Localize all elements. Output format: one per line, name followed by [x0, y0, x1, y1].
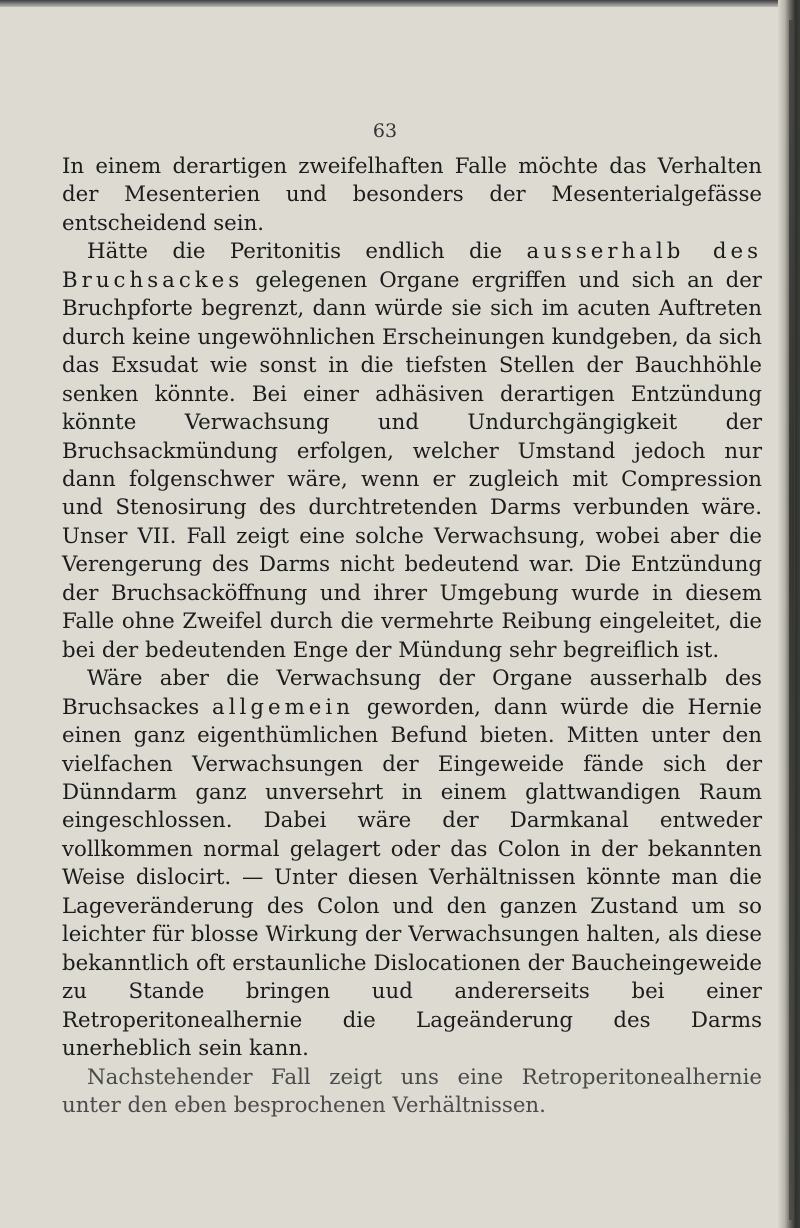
paragraph-2-part-1: Hätte die Peritonitis endlich die — [87, 239, 527, 265]
page-number: 63 — [372, 120, 398, 142]
binding-shadow — [789, 20, 794, 1220]
paragraph-2 — [62, 238, 762, 665]
paragraph-3-part-2: geworden, dann würde die Hernie einen ganz eigenthümlichen Befund bieten. Mitten unter den vielfachen Verwachsungen der Eingeweide fände sich der Dünndarm ganz unversehrt in einem glattwandigen Raum eingeschlossen. Dabei wäre der Darmkanal entweder vollkommen normal gelagert oder das Colon in der bekannten Weise dislocirt. — Unter diesen Verhältnissen könnte man die Lageveränderung des Colon und den ganzen Zustand um so leichter für blosse Wirkung der Verwachsungen halten, als diese bekanntlich oft erstaunliche Dislocationen der Baucheingeweide zu Stande bringen uud andererseits bei einer Retroperitonealhernie die Lageänderung des Darms unerheblich sein kann. — [62, 694, 762, 1062]
body-text — [62, 153, 762, 1120]
top-edge-shadow — [0, 0, 800, 7]
emphasis-allgemein: allgemein — [212, 694, 354, 720]
page-binding-edge — [778, 0, 800, 1228]
paragraph-4: Nachstehender Fall zeigt uns eine Retroperitonealhernie unter den eben besprochenen Verhältnissen. — [62, 1064, 762, 1118]
paragraph-2-part-2: gelegenen Organe ergriffen und sich an der Bruchpforte begrenzt, dann würde sie sich im acuten Auftreten durch keine ungewöhnlichen Erscheinungen kundgeben, da sich das Exsudat wie sonst in die tiefsten Stellen der Bauchhöhle senken könnte. Bei einer adhäsiven derartigen Entzündung könnte Verwachsung und Undurchgängigkeit der Bruchsackmündung erfolgen, welcher Umstand jedoch nur dann folgenschwer wäre, wenn er zugleich mit Compression und Stenosirung des durchtretenden Darms verbunden wäre. Unser VII. Fall zeigt eine solche Verwachsung, wobei aber die Verengerung des Darms nicht bedeutend war. Die Entzündung der Bruchsacköffnung und ihrer Umgebung wurde in diesem Falle ohne Zweifel durch die vermehrte Reibung eingeleitet, die bei der bedeutenden Enge der Mündung sehr begreiflich ist. — [62, 267, 762, 663]
paragraph-3 — [62, 665, 762, 1063]
emphasis-ausserhalb-des-bruchsackes: ausserhalb des Bruchsackes — [62, 239, 762, 293]
paragraph-3-part-1: Wäre aber die Verwachsung der Organe ausserhalb des Bruchsackes — [62, 666, 762, 720]
paragraph-1: In einem derartigen zweifelhaften Falle möchte das Verhalten der Mesenterien und besonders der Mesenterialgefässe entscheidend sein. — [62, 154, 762, 236]
